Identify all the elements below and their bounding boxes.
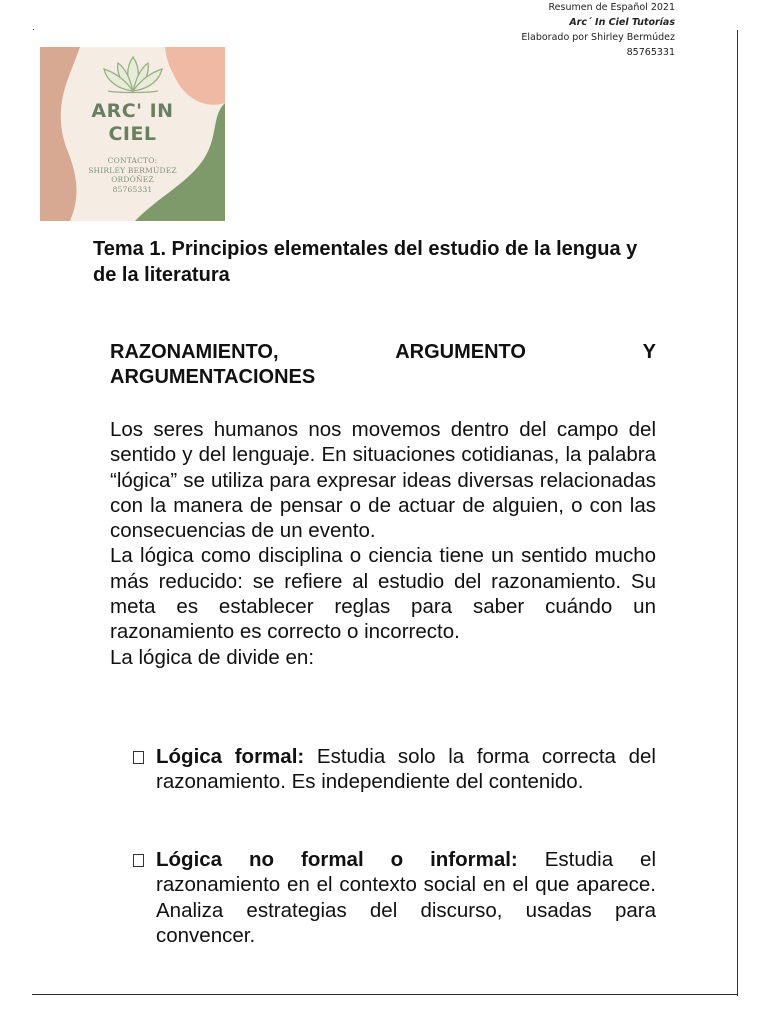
- bullet-text: Estudia el razonamiento en el contexto social en el que aparece. Analiza estrategias del discurso, usadas para convencer.: [156, 848, 656, 947]
- section-title-word-2: ARGUMENTO: [395, 341, 526, 363]
- logo-title: ARC' IN CIEL: [91, 100, 174, 145]
- bullet-item: [133, 744, 656, 795]
- bullet-item: [133, 847, 656, 948]
- paragraph: Los seres humanos nos movemos dentro del campo del sentido y del lenguaje. En situaciones cotidianas, la palabra “lógica” se utiliza para expresar ideas diversas relacionadas con la manera de pensar o de actuar de alguien, o con las consecuencias de un evento.: [110, 418, 656, 543]
- page-header: [521, 0, 675, 60]
- logo-contact: CONTACTO: SHIRLEY BERMÚDEZ ORDÓÑEZ 85765331: [88, 156, 177, 194]
- bullet-term: Lógica no formal o informal:: [156, 848, 518, 871]
- bullet-term: Lógica formal:: [156, 745, 305, 768]
- page-border-bottom: [32, 994, 738, 995]
- section-title-word-1: RAZONAMIENTO,: [110, 341, 279, 363]
- section-title-line-2: ARGUMENTACIONES: [110, 366, 316, 388]
- body-text: [110, 417, 656, 670]
- header-line-2: Arc´ In Ciel Tutorías: [569, 17, 675, 28]
- section-title: [110, 340, 656, 390]
- page-border-right: [737, 30, 738, 996]
- header-line-4: 85765331: [626, 47, 675, 58]
- checkbox-bullet-icon: [133, 751, 144, 764]
- paragraph: La lógica de divide en:: [110, 645, 315, 669]
- stray-dot: .: [32, 22, 35, 33]
- topic-heading: Tema 1. Principios elementales del estudio de la lengua y de la literatura: [93, 238, 638, 286]
- header-line-3: Elaborado por Shirley Bermúdez: [521, 32, 675, 43]
- lotus-icon: [104, 57, 162, 93]
- bullet-text: Estudia solo la forma correcta del razonamiento. Es independiente del contenido.: [156, 745, 656, 794]
- section-title-word-3: Y: [642, 341, 656, 363]
- paragraph: La lógica como disciplina o ciencia tiene un sentido mucho más reducido: se refiere al estudio del razonamiento. Su meta es establecer reglas para saber cuándo un razonamiento es correcto o incorrecto.: [110, 544, 656, 644]
- checkbox-bullet-icon: [133, 854, 144, 867]
- header-line-1: Resumen de Español 2021: [548, 2, 675, 13]
- arc-in-ciel-logo: [40, 47, 225, 221]
